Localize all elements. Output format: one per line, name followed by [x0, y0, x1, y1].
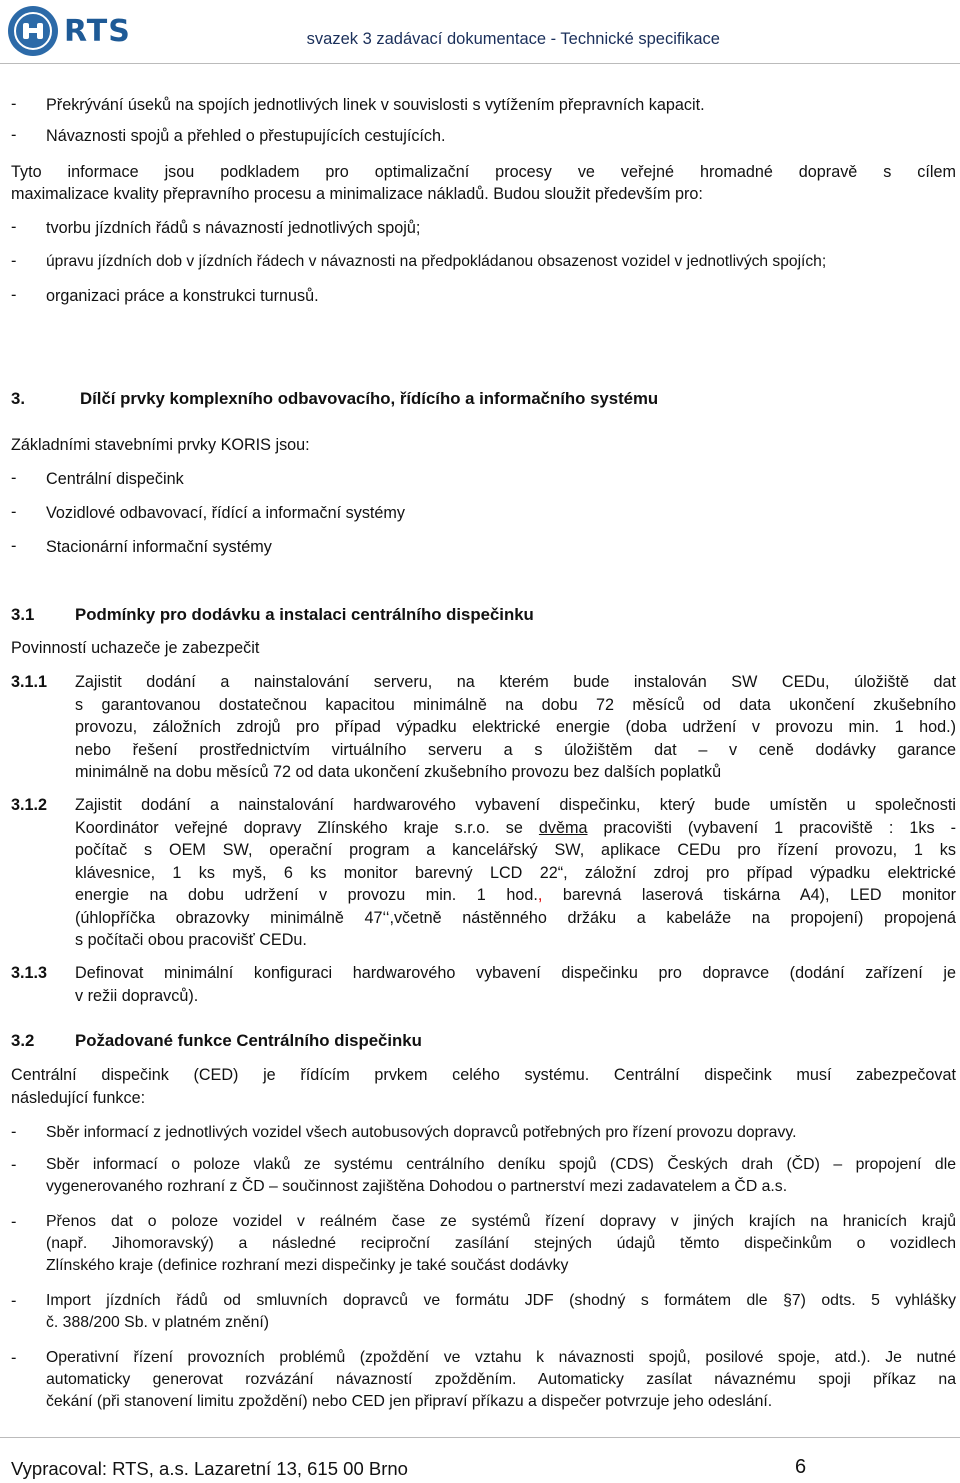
bullet-dash: -: [11, 286, 17, 304]
underlined-text: dvěma: [538, 818, 588, 837]
bullet-dash: -: [11, 1213, 17, 1231]
bullet-dash: -: [11, 218, 17, 236]
list-item: Sběr informací z jednotlivých vozidel všech autobusových dopravců potřebných pro řízení provozu dopravy.: [46, 1124, 797, 1141]
rts-logo: [8, 6, 131, 56]
paragraph-line: [75, 817, 956, 840]
bullet-dash: -: [11, 469, 17, 487]
paragraph-line: s garantovanou dostatečnou kapacitou minimálně na dobu 72 měsíců od data ukončení zkušebního: [75, 695, 956, 714]
subsection-number: 3.1.2: [11, 796, 48, 814]
paragraph-line: (úhlopříčka obrazovky minimálně 47‘‘,včetně nástěnného držáku a kabeláže na propojení) propojená: [75, 908, 956, 927]
paragraph-3-1-2: [75, 794, 956, 952]
paragraph-line: Základními stavebními prvky KORIS jsou:: [11, 436, 310, 454]
paragraph-line: [75, 884, 956, 907]
list-item: [46, 1347, 956, 1413]
paragraph-line: s počítači obou pracovišť CEDu.: [75, 931, 307, 949]
list-item: Centrální dispečink: [46, 470, 184, 488]
list-item: tvorbu jízdních řádů s návazností jednotlivých spojů;: [46, 219, 421, 237]
paragraph-line: Zajistit dodání a nainstalování serveru, na kterém bude instalován SW CEDu, úložiště dat: [75, 673, 956, 691]
paragraph-line: vygenerovaného rozhraní z ČD – součinnost zajištěna Dohodou o partnerství mezi zadavatelem a ČD a.s.: [46, 1178, 788, 1195]
list-item: [46, 1211, 956, 1277]
paragraph-line: Zajistit dodání a nainstalování hardwarového vybavení dispečinku, který bude umístěn u společnosti: [75, 796, 956, 814]
list-item: Stacionární informační systémy: [46, 538, 272, 556]
document-title: svazek 3 zadávací dokumentace - Technické specifikace: [306, 30, 720, 48]
list-item: organizaci práce a konstrukci turnusů.: [46, 287, 319, 305]
bullet-dash: -: [11, 1123, 17, 1141]
paragraph-line: počítač s OEM SW, operační program a kancelářský SW, aplikace CEDu pro řízení provozu, 1 ks: [75, 841, 956, 859]
paragraph-line: Sběr informací o poloze vlaků ze systému centrálního deníku spojů (CDS) Českých drah (ČD) – propojení dle: [46, 1156, 956, 1173]
paragraph-line: Povinností uchazeče je zabezpečit: [11, 639, 260, 657]
list-item: úpravu jízdních dob v jízdních řádech v návaznosti na předpokládanou obsazenost vozidel v jednotlivých spojích;: [46, 253, 827, 270]
bullet-dash: -: [11, 126, 17, 144]
text-span: barevná laserová tiskárna A4), LED monitor: [562, 886, 956, 904]
bullet-dash: -: [11, 95, 17, 113]
text-span: energie na dobu udržení v provozu min. 1 hod.: [75, 886, 538, 904]
section-number: 3.: [11, 389, 25, 408]
red-comma: ,: [537, 886, 543, 904]
paragraph-line: Zlínského kraje (definice rozhraní mezi dispečinky je také součást dodávky: [46, 1257, 569, 1274]
paragraph-line: nebo řešení prostřednictvím virtuálního serveru a s úložištěm dat – v ceně dodávky garance: [75, 740, 956, 759]
list-item: [46, 1290, 956, 1334]
paragraph-line: Centrální dispečink (CED) je řídícím prvkem celého systému. Centrální dispečink musí zabezpečovat: [11, 1066, 956, 1084]
paragraph-line: následující funkce:: [11, 1089, 146, 1107]
footer-text: Vypracoval: RTS, a.s. Lazaretní 13, 615 00 Brno: [11, 1458, 408, 1479]
paragraph-line: čekání (při stanovení limitu zpoždění) nebo CED jen připraví příkazu a dispečer potvrzuje jeho odeslání.: [46, 1393, 773, 1410]
footer-divider: [0, 1437, 960, 1438]
paragraph-line: Tyto informace jsou podkladem pro optimalizační procesy ve veřejné hromadné dopravě s cílem: [11, 163, 956, 181]
list-item: Návaznosti spojů a přehled o přestupujících cestujících.: [46, 127, 446, 145]
paragraph-line: Definovat minimální konfiguraci hardwarového vybavení dispečinku pro dopravce (dodání zařízení je: [75, 964, 956, 982]
paragraph-line: Operativní řízení provozních problémů (zpoždění ve vztahu k návaznosti spojů, posilové spoje, atd.). Je nutné: [46, 1349, 956, 1366]
text-span: se: [505, 818, 523, 837]
paragraph-line: maximalizace kvality přepravního procesu a minimalizace nákladů. Budou sloužit především pro:: [11, 185, 703, 203]
paragraph-3-1-1: [75, 671, 956, 784]
section-heading: Podmínky pro dodávku a instalaci centrálního dispečinku: [75, 605, 534, 624]
bullet-dash: -: [11, 1292, 17, 1310]
section-number: 3.1: [11, 605, 35, 624]
paragraph-3-1-3: [75, 962, 956, 1007]
header-divider: [0, 63, 960, 64]
text-span: Koordinátor veřejné dopravy Zlínského kraje s.r.o.: [75, 818, 490, 837]
paragraph-line: (např. Jihomoravský) a následné reciproční zasílání stejných údajů těmto dispečinkům o vozidlech: [46, 1235, 956, 1252]
section-heading: Požadované funkce Centrálního dispečinku: [75, 1031, 422, 1050]
list-item: [46, 1154, 956, 1198]
section-heading: Dílčí prvky komplexního odbavovacího, řídícího a informačního systému: [80, 389, 659, 408]
paragraph-line: v režii dopravců).: [75, 986, 199, 1005]
paragraph-line: Import jízdních řádů od smluvních dopravců ve formátu JDF (shodný s formátem dle §7) odts. 5 vyhlášky: [46, 1292, 956, 1309]
paragraph-line: č. 388/200 Sb. v platném znění): [46, 1314, 270, 1331]
page-header: [0, 0, 960, 66]
bullet-dash: -: [11, 1156, 17, 1174]
paragraph-line: provozu, záložních zdrojů pro případ výpadku elektrické energie (doba udržení v provozu min. 1 hod.): [75, 718, 956, 736]
list-item: Překrývání úseků na spojích jednotlivých linek v souvislosti s vytížením přepravních kapacit.: [46, 96, 705, 114]
rts-logo-icon: [8, 6, 58, 56]
bullet-dash: -: [11, 537, 17, 555]
subsection-number: 3.1.3: [11, 964, 48, 982]
paragraph-line: Přenos dat o poloze vozidel v reálném čase ze systémů řízení dopravy v jiných krajích na hranicích krajů: [46, 1213, 956, 1230]
section-number: 3.2: [11, 1031, 35, 1050]
bullet-dash: -: [11, 252, 17, 270]
paragraph-line: automaticky generovat rozvázání návazností zpožděním. Automaticky zasílat návaznému spoji příkaz na: [46, 1371, 956, 1388]
logo-text: RTS: [64, 13, 131, 49]
bullet-dash: -: [11, 503, 17, 521]
text-span: pracovišti (vybavení 1 pracoviště : 1ks -: [603, 818, 956, 837]
subsection-number: 3.1.1: [11, 673, 48, 691]
paragraph-line: minimálně na dobu měsíců 72 od data ukončení zkušebního provozu bez dalších poplatků: [75, 763, 722, 781]
paragraph-line: klávesnice, 1 ks myš, 6 ks monitor barevný LCD 22“, záložní zdroj pro případ výpadku elektrické: [75, 863, 956, 882]
page-number: 6: [795, 1456, 807, 1478]
bullet-dash: -: [11, 1349, 17, 1367]
list-item: Vozidlové odbavovací, řídící a informační systémy: [46, 504, 405, 522]
